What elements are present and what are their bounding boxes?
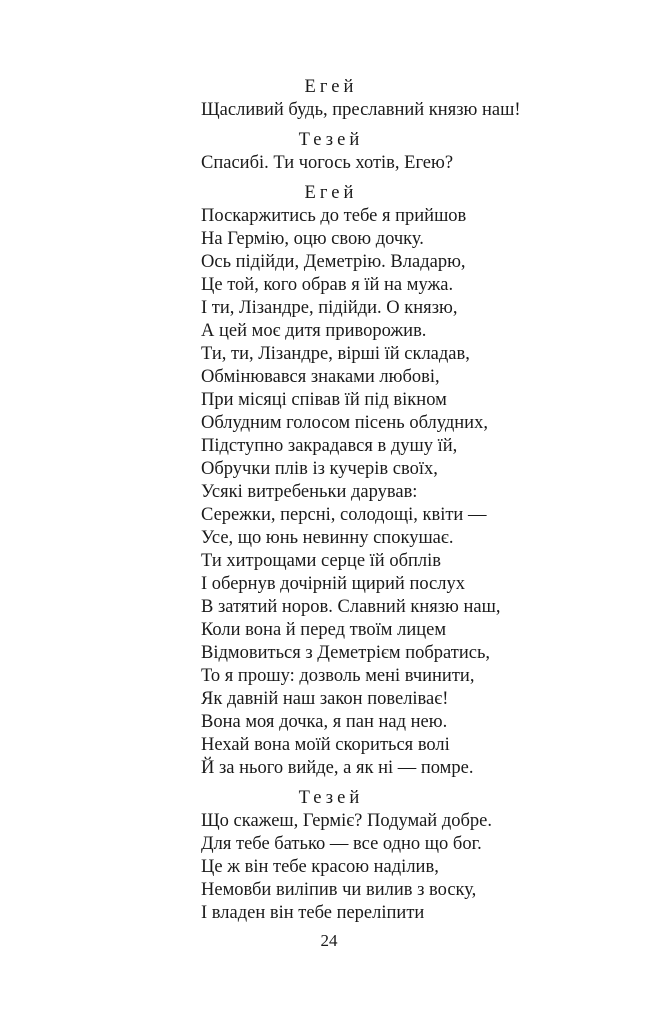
verse-line: Що скажеш, Герміє? Подумай добре. (201, 811, 492, 831)
verse-line: І ти, Лізандре, підійди. О князю, (201, 298, 458, 318)
verse-line: Ось підійди, Деметрію. Владарю, (201, 252, 466, 272)
verse-line: Усе, що юнь невинну спокушає. (201, 528, 454, 548)
verse-line: Й за нього вийде, а як ні — помре. (201, 758, 474, 778)
verse-line: Немовби виліпив чи вилив з воску, (201, 880, 477, 900)
speech-egeus-1 (201, 76, 581, 122)
verse-line: Для тебе батько — все одно що бог. (201, 834, 482, 854)
verse-line: Це ж він тебе красою наділив, (201, 857, 439, 877)
verse-line: Підступно закрадався в душу їй, (201, 436, 458, 456)
verse-line: А цей моє дитя приворожив. (201, 321, 427, 341)
speech-theseus-1 (201, 129, 581, 175)
page-number: 24 (320, 931, 338, 950)
verse-line: Нехай вона моїй скориться волі (201, 735, 450, 755)
verse-line: Сережки, персні, солодощі, квіти — (201, 505, 487, 525)
verse-line: При місяці співав їй під вікном (201, 390, 447, 410)
verse-line: Спасибі. Ти чогось хотів, Егею? (201, 153, 454, 173)
verse-line: Усякі витребеньки дарував: (201, 482, 418, 502)
verse-line: Щасливий будь, преславний князю наш! (201, 100, 521, 120)
verse-line: Коли вона й перед твоїм лицем (201, 620, 447, 640)
speech-theseus-2 (201, 787, 581, 925)
speaker-name: Тезей (298, 130, 364, 150)
verse-line: Обручки плів із кучерів своїх, (201, 459, 438, 479)
verse-line: Облудним голосом пісень облудних, (201, 413, 488, 433)
verse-line: Ти, ти, Лізандре, вірші їй складав, (201, 344, 470, 364)
verse-line: Поскаржитись до тебе я прийшов (201, 206, 467, 226)
verse-line: Обмінювався знаками любові, (201, 367, 440, 387)
speaker-name: Егей (304, 77, 358, 97)
verse-line: В затятий норов. Славний князю наш, (201, 597, 501, 617)
play-text (201, 76, 581, 932)
verse-line: На Гермію, оцю свою дочку. (201, 229, 424, 249)
speaker-name: Егей (304, 183, 358, 203)
verse-line: Як давній наш закон повеліває! (201, 689, 449, 709)
verse-line: Ти хитрощами серце їй обплів (201, 551, 441, 571)
verse-line: Вона моя дочка, я пан над нею. (201, 712, 448, 732)
verse-line: І обернув дочірній щирий послух (201, 574, 465, 594)
verse-line: І владен він тебе переліпити (201, 903, 425, 923)
verse-line: Це той, кого обрав я їй на мужа. (201, 275, 454, 295)
speaker-name: Тезей (298, 788, 364, 808)
verse-line: То я прошу: дозволь мені вчинити, (201, 666, 475, 686)
verse-line: Відмовиться з Деметрієм побратись, (201, 643, 491, 663)
speech-egeus-2 (201, 182, 581, 780)
